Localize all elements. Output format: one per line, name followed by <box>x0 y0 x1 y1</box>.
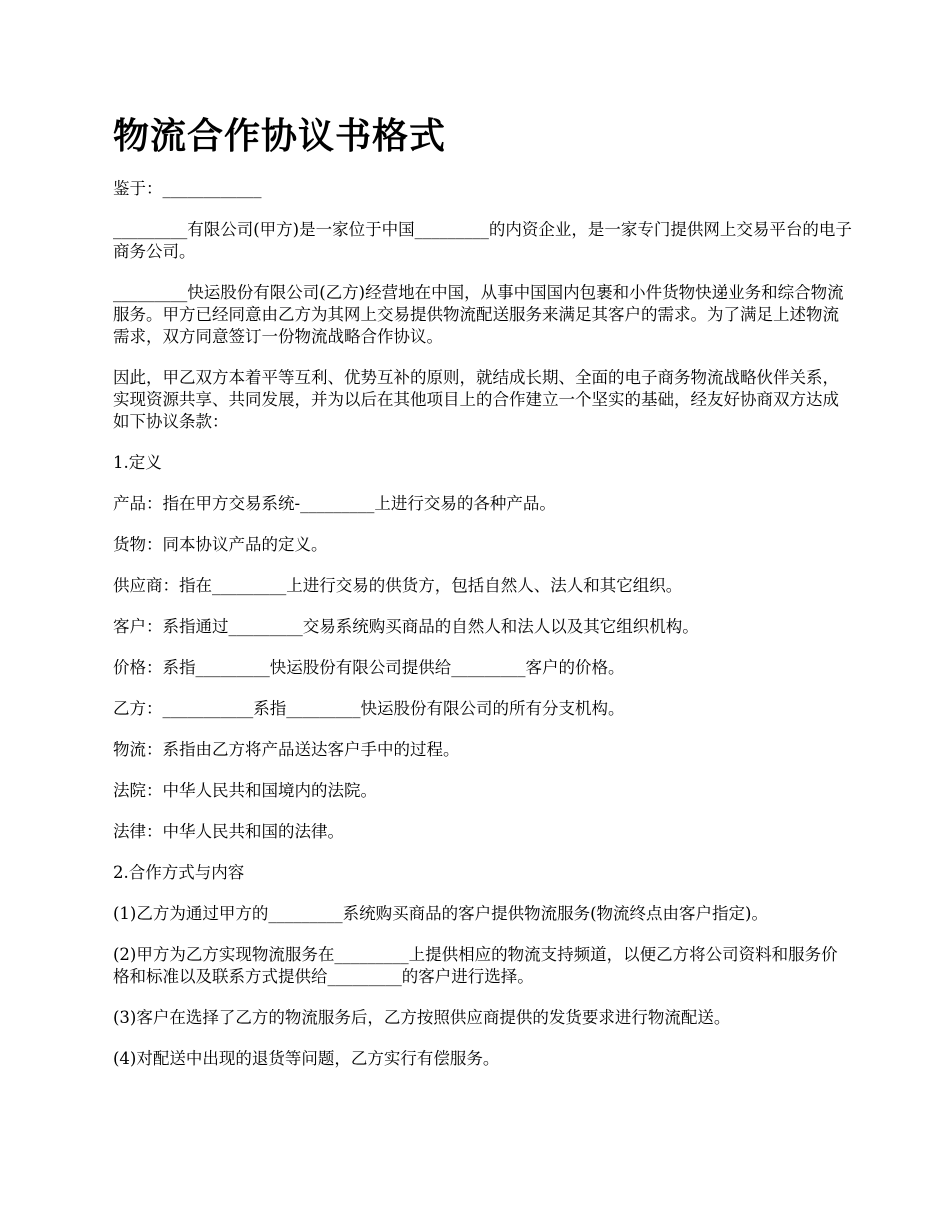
definition-supplier: 供应商：指在_________上进行交易的供货方，包括自然人、法人和其它组织。 <box>113 576 683 595</box>
definition-law: 法律：中华人民共和国的法律。 <box>113 822 344 841</box>
definition-customer: 客户：系指通过_________交易系统购买商品的自然人和法人以及其它组织机构。 <box>113 617 699 636</box>
clause-item-1: (1)乙方为通过甲方的_________系统购买商品的客户提供物流服务(物流终点由客户指定)。 <box>113 904 768 923</box>
document-page <box>113 112 853 1089</box>
definition-product: 产品：指在甲方交易系统-_________上进行交易的各种产品。 <box>113 494 556 513</box>
party-a-paragraph: _________有限公司(甲方)是一家位于中国_________的内资企业，是一家专门提供网上交易平台的电子商务公司。 <box>113 220 852 261</box>
definition-party-b: 乙方：___________系指_________快运股份有限公司的所有分支机构。 <box>113 699 625 718</box>
purpose-paragraph: 因此，甲乙双方本着平等互利、优势互补的原则，就结成长期、全面的电子商务物流战略伙伴关系，实现资源共享、共同发展，并为以后在其他项目上的合作建立一个坚实的基础，经友好协商双方达成如下协议条款： <box>113 368 839 431</box>
definition-court: 法院：中华人民共和国境内的法院。 <box>113 781 377 800</box>
party-b-paragraph: _________快运股份有限公司(乙方)经营地在中国，从事中国国内包裹和小件货物快递业务和综合物流服务。甲方已经同意由乙方为其网上交易提供物流配送服务来满足其客户的需求。为了满足上述物流需求，双方同意签订一份物流战略合作协议。 <box>113 283 844 346</box>
definition-price: 价格：系指_________快运股份有限公司提供给_________客户的价格。 <box>113 658 625 677</box>
definition-logistics: 物流：系指由乙方将产品送达客户手中的过程。 <box>113 740 460 759</box>
clause-item-3: (3)客户在选择了乙方的物流服务后，乙方按照供应商提供的发货要求进行物流配送。 <box>113 1008 731 1027</box>
clause-item-4: (4)对配送中出现的退货等问题，乙方实行有偿服务。 <box>113 1049 500 1068</box>
definition-goods: 货物：同本协议产品的定义。 <box>113 535 328 554</box>
document-title: 物流合作协议书格式 <box>113 115 447 157</box>
section-heading-cooperation: 2.合作方式与内容 <box>113 863 245 882</box>
section-heading-definitions: 1.定义 <box>113 453 162 472</box>
clause-item-2: (2)甲方为乙方实现物流服务在_________上提供相应的物流支持频道，以便乙方将公司资料和服务价格和标准以及联系方式提供给_________的客户进行选择。 <box>113 945 838 986</box>
recital-paragraph: 鉴于：____________ <box>113 179 262 198</box>
